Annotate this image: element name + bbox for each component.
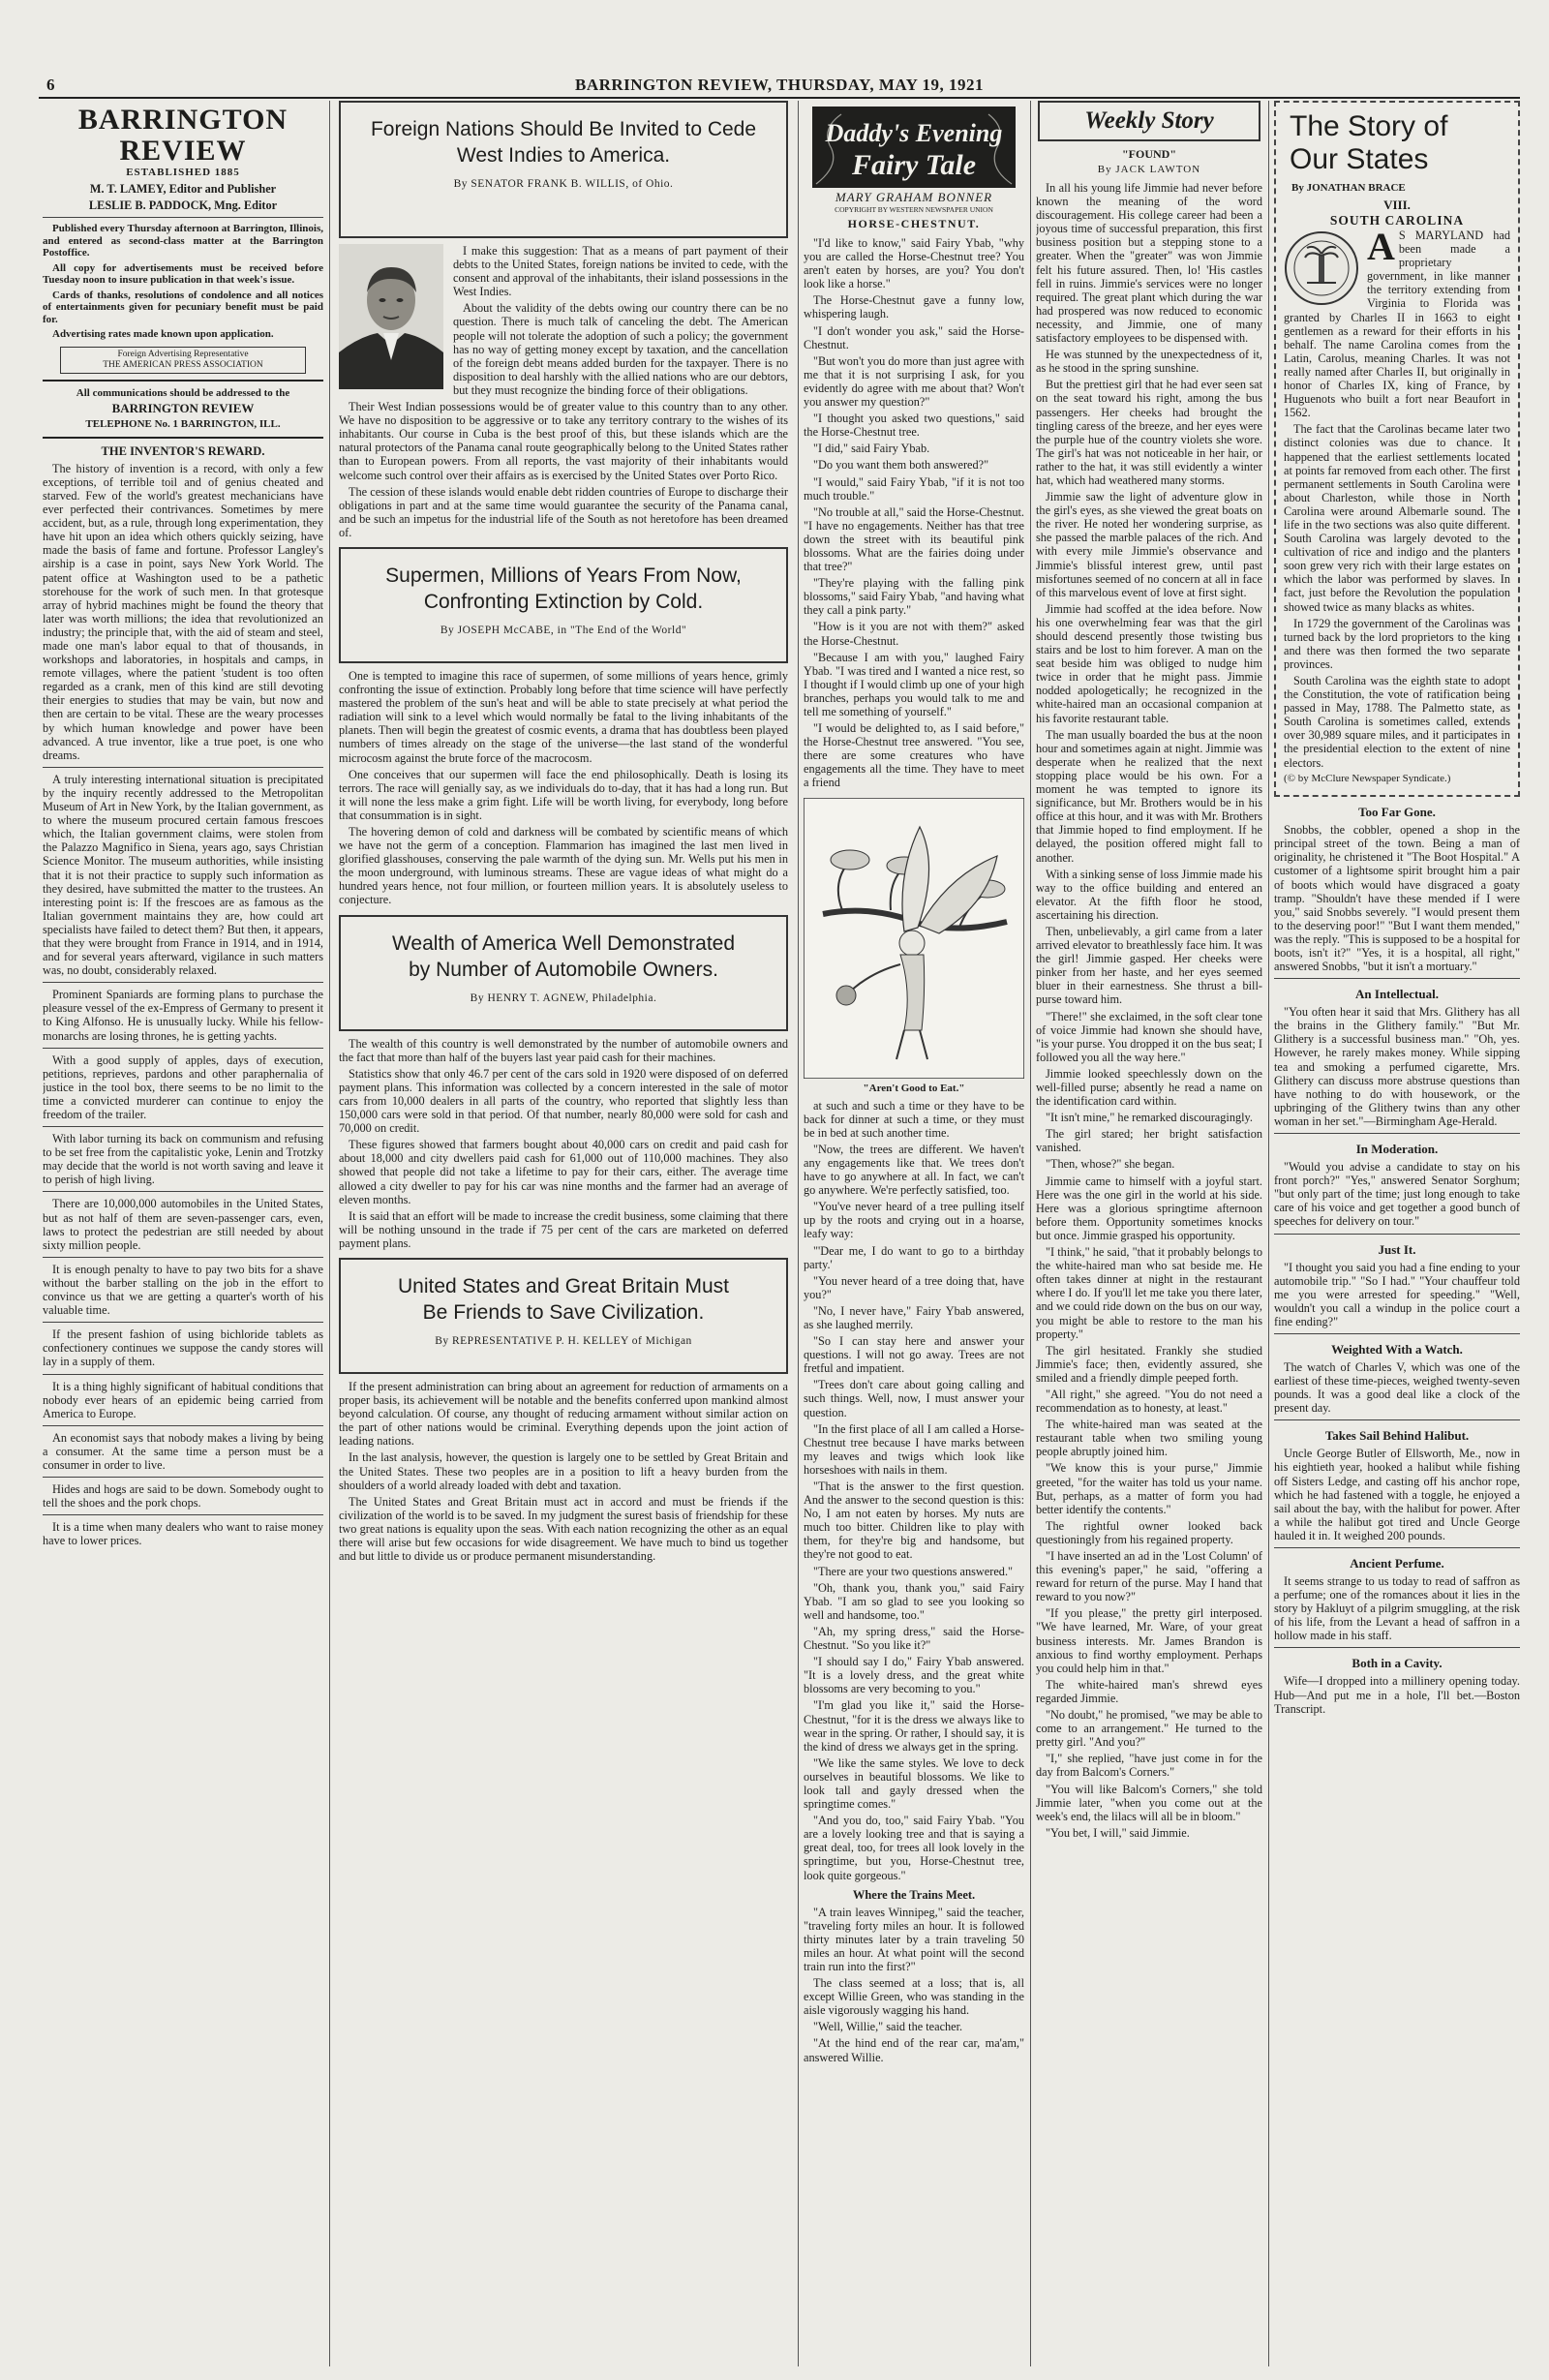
paragraph: "There are your two questions answered." xyxy=(813,1564,1014,1578)
page-header-title: BARRINGTON REVIEW, THURSDAY, MAY 19, 1921 xyxy=(575,76,984,94)
foreign-byline: By SENATOR FRANK B. WILLIS, of Ohio. xyxy=(453,178,674,190)
headline-line: Confronting Extinction by Cold. xyxy=(423,590,704,613)
paragraph: "Trees don't care about going calling and such things. Well, now, I must answer your question. xyxy=(804,1378,1024,1419)
paragraph: The United States and Great Britain must act in accord and must be friends if the civilization of the world is to be saved. In my judgment the surest basis of friendship for these two great nations is equality upon the seas. With each nation recognizing the other as an equal there will arise but few occasions for wide disagreement. We have much to bind us together and but little to divide us or produce permanent misunderstanding. xyxy=(339,1494,788,1564)
paragraph: "Then, whose?" she began. xyxy=(1046,1157,1175,1172)
paragraph: The wealth of this country is well demonstrated by the number of automobile owners and the fact that more than half of the buyers last year paid cash for their machines. xyxy=(339,1036,788,1064)
advertising-representative xyxy=(60,347,306,374)
divider xyxy=(43,1514,323,1515)
paragraph: If the present fashion of using bichloride tablets as confectionery continues we suppose the candy stores will lay in a supply of them. xyxy=(43,1327,323,1369)
editorial-column xyxy=(43,101,323,2366)
established-line: ESTABLISHED 1885 xyxy=(126,167,240,178)
fairy-illustration xyxy=(804,798,1024,1079)
paragraph: "There!" she exclaimed, in the soft clear tone of voice Jimmie had known she should have, "is your purse. You dropped it on the bus seat; I followed you all the way here." xyxy=(1036,1009,1262,1064)
state-seal xyxy=(1284,230,1359,306)
paragraph: "You will like Balcom's Corners," she told Jimmie later, "when you come out at the week's end, the lilacs will all be in bloom." xyxy=(1036,1782,1262,1823)
paragraph: With a good supply of apples, days of execution, petitions, reprieves, pardons and other paraphernalia of justice in the tool box, there seems to be no limit to the time a convicted murderer can continue to enjoy the freedom of the trailer. xyxy=(43,1053,323,1121)
states-title xyxy=(1290,110,1510,176)
divider xyxy=(1274,1547,1520,1548)
paragraph: "A train leaves Winnipeg," said the teacher, "traveling forty miles an hour. It is followed thirty minutes later by a train traveling 50 miles an hour. At what point will the second train run into the first?" xyxy=(804,1905,1024,1973)
paragraph: Then, unbelievably, a girl came from a later arrived elevator to breathlessly face him. It was the girl! Jimmie gasped. Her cheeks were pinker from her haste, and her eyes seemed bluer in their earnestness. She thrust a bill-purse toward him. xyxy=(1036,924,1262,1007)
paragraph: "No doubt," he promised, "we may be able to come to an arrangement." He turned to the pretty girl. "And you?" xyxy=(1036,1708,1262,1750)
paragraph: The white-haired man was seated at the restaurant table when two smiling young people abruptly joined him. xyxy=(1036,1418,1262,1459)
divider xyxy=(1274,1419,1520,1420)
paragraph: In all his young life Jimmie had never before known the meaning of the word discouragement. His college career had been a joyous time of successful preparation, this first business position but a stepping stone to a greater. When the "greater" was won Jimmie felt his future assured. Then, lo! 'His castles fell in ruins. Jimmie's services were no longer required. The great plant which during the war had prospered was now reduced to economic necessity, and Jimmie, one of many satisfactory employees to be dispensed with. xyxy=(1036,181,1262,346)
paragraph: "Oh, thank you, thank you," said Fairy Ybab. "I am so glad to see you looking so well and handsome, too." xyxy=(804,1580,1024,1622)
fairy-copyright: COPYRIGHT BY WESTERN NEWSPAPER UNION xyxy=(835,205,993,214)
paragraph: "We like the same styles. We love to deck ourselves in beautiful blossoms. We like to look tall and gayly dressed when the springtime comes." xyxy=(804,1755,1024,1812)
banner-line-1: Daddy's Evening xyxy=(825,119,1003,147)
paragraph: "Well, Willie," said the teacher. xyxy=(813,2020,963,2034)
paragraph: It is a thing highly significant of habitual conditions that nobody ever hears of an epidemic being carried from America to Europe. xyxy=(43,1379,323,1420)
britain-byline: By REPRESENTATIVE P. H. KELLEY of Michigan xyxy=(435,1334,692,1347)
rep-line: THE AMERICAN PRESS ASSOCIATION xyxy=(103,359,263,370)
states-number: VIII. xyxy=(1383,198,1411,212)
column-rule xyxy=(798,101,799,2366)
paragraph: These figures showed that farmers bought about 40,000 cars on credit and paid cash for about 18,000 and city dwellers paid cash for 61,000 out of 110,000 machines. They also showed that people did not take a lifetime to pay for their cars, either. The average time allowed a city dweller to pay for his car was nine months and the farmer had an average of eleven months. xyxy=(339,1138,788,1206)
paragraph: "Because I am with you," laughed Fairy Ybab. "I was tired and I wanted a nice rest, so I thought if I would climb up one of your high branches, perhaps you would talk to me and tell me something of yourself." xyxy=(804,650,1024,718)
paragraph: Jimmie saw the light of adventure glow in the girl's eyes, as she viewed the great boats on the river. He noted her wondering surprise, as she passed the marble palaces of the rich. And with every mile Jimmie's observance and Jimmie's blissful interest grew, until past misfortunes seemed of no concern at all in face of this marvelous event of love at first sight. xyxy=(1036,490,1262,599)
paragraph: "But won't you do more than just agree with me that it is not surprising I ask, for you evidently do agree with me about that? Won't you answer my question?" xyxy=(804,353,1024,410)
paragraph: "All right," she agreed. "You do not need a recommendation as to honesty, at least." xyxy=(1036,1387,1262,1416)
paragraph: Jimmie came to himself with a joyful start. Here was the one girl in the world at his side. Here was a glorious springtime afternoon before them. Opportunity sometimes knocks but once. Jimmie grasped his opportunity. xyxy=(1036,1174,1262,1242)
weekly-story-banner: Weekly Story xyxy=(1038,101,1260,141)
divider xyxy=(43,1477,323,1478)
paragraph: "I don't wonder you ask," said the Horse-Chestnut. xyxy=(804,323,1024,351)
rep-line: Foreign Advertising Representative xyxy=(117,349,249,359)
divider xyxy=(43,1374,323,1375)
paragraph: "It isn't mine," he remarked discouragingly. xyxy=(1046,1111,1253,1125)
paragraph: "You never heard of a tree doing that, have you?" xyxy=(804,1273,1024,1301)
paragraph: "I would," said Fairy Ybab, "if it is not too much trouble." xyxy=(804,474,1024,503)
filler-text: "I thought you said you had a fine ending to your automobile trip." "So I had." "Your chauffeur told me you were arrested for speeding." "Well, wouldn't you call a windup in the police court a fine ending?" xyxy=(1274,1260,1520,1328)
paragraph: "You bet, I will," said Jimmie. xyxy=(1046,1825,1190,1840)
paragraph: "I should say I do," Fairy Ybab answered. "It is a lovely dress, and the great white blossoms are very becoming to you." xyxy=(804,1655,1024,1696)
headline-line: by Number of Automobile Owners. xyxy=(409,958,718,981)
fairy-story-title: HORSE-CHESTNUT. xyxy=(847,217,981,230)
fairy-tale-banner xyxy=(812,107,1016,188)
paragraph: "I'm glad you like it," said the Horse-Chestnut, "for it is the dress we always like to wear in the spring. Or rather, I should say, it is the kind of dress we always get in the spring. xyxy=(804,1698,1024,1754)
supermen-article xyxy=(335,663,792,907)
paragraph: "I have inserted an ad in the 'Lost Column' of this evening's paper," he said, "offering a reward for return of the purse. May I hand that reward to you now?" xyxy=(1036,1549,1262,1604)
paragraph: Statistics show that only 46.7 per cent of the cars sold in 1920 were disposed of on deferred payment plans. This information was collected by a concern interested in the sale of motor cars from 10,000 dealers in all parts of the country, who reported that slightly less than 150,000 cars were sold in that period. Of that number, nearly 80,000 were sold for cash and 70,000 on credit. xyxy=(339,1066,788,1136)
paragraph: "Now, the trees are different. We haven't any engagements like that. We trees don't have to go anywhere at all. In fact, we can't go anywhere. We're perfectly satisfied, too. xyxy=(804,1142,1024,1198)
paragraph: "We know this is your purse," Jimmie greeted, "for the waiter has told us your name. But, perhaps, as a matter of form you had better identify the contents." xyxy=(1036,1461,1262,1516)
paragraph: The Horse-Chestnut gave a funny low, whispering laugh. xyxy=(804,293,1024,321)
paragraph: at such and such a time or they have to be back for dinner at such a time, or they must be in bed at such another time. xyxy=(804,1098,1024,1140)
paragraph: Their West Indian possessions would be of greater value to this country than to any other. We have no disposition to be aggressive or to take any territory contrary to the wishes of its inhabitants. Our course in Cuba is the best proof of this, but these islands which are the natural protectors of the Panama canal route geographically belong to the United States rather than to European powers. From all reports, the vast majority of their inhabitants would welcome such control over their affairs as is exercised by the United States over Porto Rico. xyxy=(339,400,788,482)
paragraph: I make this suggestion: That as a means of part payment of their debts to the United States, foreign nations be invited to cede, with the consent and approval of the inhabitants, their island possessions in the West Indies. xyxy=(453,244,788,299)
paragraph: "At the hind end of the rear car, ma'am," answered Willie. xyxy=(804,2036,1024,2064)
paragraph: The hovering demon of cold and darkness will be combated by scientific means of which we have not the germ of a conception. Flammarion has imagined the last men lived in glorified glasshouses, conserving the pale warmth of the dying sun. Mr. Wells put his men in the moon underground, with luminous streams. These are vague ideas of what might do a hundred years hence, not four million, or fourteen million years. It is absolutely useless to conjecture. xyxy=(339,825,788,907)
divider xyxy=(43,982,323,983)
paragraph: "I think," he said, "that it probably belongs to the white-haired man who sat beside me. He often takes dinner at night in the restaurant where I do. If you'll let me take you there later, and we could ride down on the bus on our way, you might be able to restore to the man his property." xyxy=(1036,1245,1262,1341)
wealth-headline xyxy=(350,931,776,983)
states-column xyxy=(1274,101,1520,2366)
page-header xyxy=(39,76,1520,99)
paragraph: If the present administration can bring about an agreement for reduction of armaments on a proper basis, its achievement will be notable and the benefits conferred upon mankind almost beyond calculation. Of course, any thought of reducing armament without similar action on the part of other nations would be criminal. Everything depends upon the joint action of leading nations. xyxy=(339,1379,788,1449)
divider xyxy=(43,217,323,218)
divider xyxy=(43,1048,323,1049)
weekly-story-title: "FOUND" xyxy=(1122,147,1176,161)
cards-notice: Cards of thanks, resolutions of condolence and all notices of entertainments given for pecuniary benefit must be paid for. xyxy=(43,289,323,325)
paragraph: "Ah, my spring dress," said the Horse-Chestnut. "So you like it?" xyxy=(804,1624,1024,1653)
filler-text: "Would you advise a candidate to stay on his front porch?" "Yes," answered Senator Sorghum; "but only part of the time; just long enough to take care of his voice and get together a good bunch of speeches for delivery on tour." xyxy=(1274,1160,1520,1229)
divider xyxy=(1274,1647,1520,1648)
headline-line: West Indies to America. xyxy=(456,144,671,167)
paragraph: The man usually boarded the bus at the noon hour and sometimes again at night. Jimmie was desperate when he realized that the next stopping place would be his own. For a moment he was tempted to ignore its significance, but Mr. Brothers would be in his office at this hour, and it was with Mr. Brothers that Jimmie hoped to find employment. If he delayed, the position offered might fall to another. xyxy=(1036,727,1262,865)
divider xyxy=(1274,978,1520,979)
wealth-box xyxy=(339,915,788,1031)
paragraph: A truly interesting international situation is precipitated by the inquiry recently addressed to the Metropolitan Museum of Art in New York, by the Italian government, as to where the museum procured certain famous frescoes which, the Italian government claims, were stolen from the Palazzo Magnifico in Siena, years ago, says Christian Science Monitor. The museum authorities, while insisting that it is not their practice to supply such information as they desired, have submitted the matter to the trustees. An interesting point is: If the frescoes are as famous as the Italian government maintains they are, how could art specialists have failed to detect them? But then, it appears, that they were brought from France in 1914, and in 1914, and for several years afterward, vigilance in such matters was, no doubt, considerably relaxed. xyxy=(43,772,323,978)
paragraph: But the prettiest girl that he had ever seen sat on the seat toward his right, among the bus passengers. Her cheeks had brought the tingling caress of the breeze, and her eyes were the purple hue of the country violets she wore. The girl's hat was not noticeable in her hair, or rather to the hat, it was still evidently a winter hat, which had weathered many storms. xyxy=(1036,378,1262,487)
address-line: TELEPHONE No. 1 BARRINGTON, ILL. xyxy=(85,418,281,431)
address-line: BARRINGTON REVIEW xyxy=(111,401,255,416)
foreign-headline xyxy=(350,116,776,168)
paragraph: Jimmie looked speechlessly down on the well-filled purse; absently he read a name on the identification card within. xyxy=(1036,1066,1262,1109)
paragraph: "I did," said Fairy Ybab. xyxy=(813,442,930,456)
paragraph: It is enough penalty to have to pay two bits for a shave without the barber stalling on the job in the effort to convince us that we are getting a quarter's worth of his valuable time. xyxy=(43,1262,323,1318)
paragraph: It is a time when many dealers who want to raise money have to lower prices. xyxy=(43,1520,323,1548)
trains-heading: Where the Trains Meet. xyxy=(852,1887,976,1902)
paragraph: In 1729 the government of the Carolinas was turned back by the lord proprietors to the king and there was then formed the two separate provinces. xyxy=(1284,616,1510,671)
paragraph: "Do you want them both answered?" xyxy=(813,458,989,473)
filler-text: The watch of Charles V, which was one of the earliest of these time-pieces, weighed twenty-seven pounds. It was a good deal like a clock of the present day. xyxy=(1274,1359,1520,1416)
filler-heading: Both in a Cavity. xyxy=(1352,1656,1443,1671)
paragraph: The class seemed at a loss; that is, all except Willie Green, who was standing in the aisle vigorously wagging his hand. xyxy=(804,1976,1024,2018)
paragraph: S MARYLAND had been made a proprietary government, in like manner the territory extending from Virginia to Florida was granted by Charles II in 1663 to eight gentlemen as a reward for their efforts in his behalf. The name Carolina comes from the Latin, Carolus, meaning Charles. It was not really named after Charles II, but originally in honor of Charles IX, king of France, by Huguenots who built a fort near Beaufort in 1562. xyxy=(1284,229,1510,420)
paragraph: One conceives that our supermen will face the end philosophically. Death is losing its terrors. The race will genially say, as we individuals do to-day, that it has had a long run. But it will none the less make a grim fight. Life will be worth living, for everybody, long before that consummation is in sight. xyxy=(339,767,788,822)
divider xyxy=(43,1322,323,1323)
paragraph: "I would be delighted to, as I said before," the Horse-Chestnut tree answered. "You see, there are some creatures who have engagements all the time. They have to meet a friend xyxy=(804,721,1024,790)
headline-line: United States and Great Britain Must xyxy=(398,1274,729,1297)
paragraph: In the last analysis, however, the question is largely one to be settled by Great Britain and the United States. These two peoples are in a position to lift a heavy burden from the shoulders of a world already loaded with debt and taxation. xyxy=(339,1450,788,1492)
paragraph: The history of invention is a record, with only a few exceptions, of terrible toil and of genius cheated and starved. Few of the world's greatest mechanicians have ever perfected their contrivances. Sometimes by mere accident, but, as a rule, through long experimentation, they have hit upon an idea which others quickly seizing, have made the basis of fame and fortune. Professor Langley's airship is a case in point, says New York World. The patent office at Washington used to be a pathetic storehouse for the work of such men. In that grotesque array of hybrid machines might be found the theory that later was worth millions; the idea that revolutionized an industry; the principle that, with the aid of steam and steel, made one man's labor equal to that of thousands, in workshops and laboratories, in hospitals and camps, in remote villages, where the patient 'student is too often regarded as a crank, men of this kind are still devoting their energies to studies that may be vain, but now and then are certain to be vital. These are the weary processes by which human knowledge and power have been advanced. A true inventor, like a true poet, is one who dreams. xyxy=(43,461,323,762)
column-rule xyxy=(329,101,330,2366)
filler-heading: Takes Sail Behind Halibut. xyxy=(1324,1428,1470,1444)
wealth-article xyxy=(335,1031,792,1250)
weekly-story-byline: By JACK LAWTON xyxy=(1097,164,1201,175)
paragraph: "That is the answer to the first question. And the answer to the second question is this: No, I am not eaten by horses. My nuts are much too bitter. Children like to play with them, for they're big and handsome, but they're not good to eat. xyxy=(804,1480,1024,1562)
paragraph: "In the first place of all I am called a Horse-Chestnut tree because I have marks between my leaves and twigs which look like horseshoes with nails in them. xyxy=(804,1421,1024,1477)
paragraph: "You've never heard of a tree pulling itself up by the roots and crying out in a hoarse, leafy way: xyxy=(804,1200,1024,1241)
paragraph: "No, I never have," Fairy Ybab answered, as she laughed merrily. xyxy=(804,1303,1024,1331)
headline-line: Be Friends to Save Civilization. xyxy=(422,1300,705,1324)
paragraph: About the validity of the debts owing our country there can be no question. There is much talk of canceling the debt. The American people will not tolerate the adoption of such a policy; the government has no way of getting money except by taxation, and the cancellation of the foreign debt means added burden for the taxpayer. There is no disposition to deal harshly with the allied nations who are our debtors, but they must recognize the binding force of their obligations. xyxy=(453,301,788,397)
paragraph: With labor turning its back on communism and refusing to be set free from the capitalistic yoke, Lenin and Trotzky may decide that the world is not worth saving and leave it to perish of high living. xyxy=(43,1132,323,1187)
paragraph: "'Dear me, I do want to go to a birthday party.' xyxy=(804,1243,1024,1271)
paragraph: "They're playing with the falling pink blossoms," said Fairy Ybab, "and having what they call a pink party." xyxy=(804,576,1024,618)
staff-managing-editor: LESLIE B. PADDOCK, Mng. Editor xyxy=(88,198,278,213)
headline-line: Wealth of America Well Demonstrated xyxy=(391,931,736,955)
divider xyxy=(43,380,323,381)
filler-text: Wife—I dropped into a millinery opening today. Hub—And put me in a hole, I'll bet.—Boston Transcript. xyxy=(1274,1674,1520,1716)
paragraph: It is said that an effort will be made to increase the credit business, some claiming that there will be nothing unsound in the trade if 75 per cent of the cars are marketed on deferred payment plans. xyxy=(339,1208,788,1250)
filler-heading: Just It. xyxy=(1378,1241,1416,1257)
ads-notice: All copy for advertisements must be received before Tuesday noon to insure publication in that week's issue. xyxy=(43,261,323,287)
drop-cap: A xyxy=(1367,225,1395,268)
filler-heading: Too Far Gone. xyxy=(1358,805,1436,820)
paragraph: "If you please," the pretty girl interposed. "We have learned, Mr. Ware, of your great business interests. Mr. James Brandon is anxious to find worthy employment. Perhaps you could help him in that." xyxy=(1036,1606,1262,1675)
britain-box xyxy=(339,1258,788,1374)
filler-text: "You often hear it said that Mrs. Glithery has all the brains in the Glithery family." "But Mr. Glithery is a successful business man." "Oh, yes. However, he rarely makes money. While sipping tea and smoking a perfumed cigarette, Mrs. Glithery can discuss more abstruse questions than have nothing to do with housework, or the upbringing of the Glithery twins than any other woman in her set."—Birmingham Age-Herald. xyxy=(1274,1005,1520,1128)
divider xyxy=(1274,1133,1520,1134)
paragraph: Jimmie had scoffed at the idea before. Now his one overwhelming fear was that the girl should descend presently those twisting bus stairs and be lost to him forever. A man on the seat beside him was obliged to nudge him twice in order that he might pass. Jimmie nodded apologetically; he recognized in the white-haired man an occasional companion at his favorite restaurant table. xyxy=(1036,601,1262,725)
editorial-title: BARRINGTON REVIEW xyxy=(77,104,289,167)
publication-notice: Published every Thursday afternoon at Barrington, Illinois, and entered as second-class matter at the Barrington Postoffice. xyxy=(43,223,323,259)
story-of-states-box xyxy=(1274,101,1520,797)
states-byline: By JONATHAN BRACE xyxy=(1291,182,1406,194)
column-rule xyxy=(1030,101,1031,2366)
paragraph: "How is it you are not with them?" asked the Horse-Chestnut. xyxy=(804,620,1024,648)
paragraph: "No trouble at all," said the Horse-Chestnut. "I have no engagements. Neither has that tree down the street with its beautiful pink blossoms. What are the fairies doing under that tree?" xyxy=(804,504,1024,574)
filler-heading: An Intellectual. xyxy=(1355,987,1439,1002)
paragraph: "I thought you asked two questions," said the Horse-Chestnut tree. xyxy=(804,412,1024,440)
address-line: All communications should be addressed to the xyxy=(76,386,290,399)
syndicate-credit: (© by McClure Newspaper Syndicate.) xyxy=(1284,772,1451,784)
column-rule xyxy=(1268,101,1269,2366)
headline-line: Supermen, Millions of Years From Now, xyxy=(385,564,742,587)
rates-notice: Advertising rates made known upon application. xyxy=(52,328,274,341)
filler-heading: In Moderation. xyxy=(1355,1142,1439,1157)
paragraph: He was stunned by the unexpectedness of it, as he stood in the spring sunshine. xyxy=(1036,348,1262,376)
divider xyxy=(43,1191,323,1192)
supermen-byline: By JOSEPH McCABE, in "The End of the World" xyxy=(440,624,687,636)
paragraph: The white-haired man's shrewd eyes regarded Jimmie. xyxy=(1036,1677,1262,1705)
paragraph: The fact that the Carolinas became later two distinct colonies was due to chance. It happened that the earliest settlements located at points far removed from each other. The first permanent settlements in South Carolina were about Charleston, while those in North Carolina were around Albemarle sound. The life in the two sections was also quite different. South Carolina was largely devoted to the cultivation of rice and indigo and the planters soon grew very rich with their large estates on which the labor was performed by slaves. In fact, just before the Revolution the population showed twice as many blacks as whites. xyxy=(1284,422,1510,614)
filler-text: Snobbs, the cobbler, opened a shop in the principal street of the town. Being a man of originality, he christened it "The Boot Hospital." A customer of a lightsome spirit brought him a pair of boots which would have disgraced a goaty tramp. "Shouldn't have these mended if I were you," said Snobbs severely. "I would present them to the deserving poor!" "But I want them mended," was the reply. "This is supposed to be a hospital for boots, isn't it?" "Yes, it is a hospital, all right," answered Snobbs, "but it isn't a mortuary." xyxy=(1274,823,1520,974)
paragraph: "I'd like to know," said Fairy Ybab, "why you are called the Horse-Chestnut tree? You aren't eaten by horses, are you? You don't look like a horse." xyxy=(804,236,1024,291)
headline-line: Foreign Nations Should Be Invited to Cede xyxy=(370,118,757,140)
divider xyxy=(43,1126,323,1127)
paragraph: Hides and hogs are said to be down. Somebody ought to tell the shoes and the pork chops. xyxy=(43,1482,323,1510)
britain-headline xyxy=(350,1273,776,1326)
paragraph: The girl hesitated. Frankly she studied Jimmie's face; then, evidently assured, she smiled and a friendly dimple peeped forth. xyxy=(1036,1343,1262,1385)
inventors-heading: THE INVENTOR'S REWARD. xyxy=(101,443,265,458)
title-line: The Story of xyxy=(1290,110,1448,142)
paragraph: With a sinking sense of loss Jimmie made his way to the office building and entered an elevator. At the fifth floor he stood, ascertaining his direction. xyxy=(1036,867,1262,922)
filler-text: It seems strange to us today to read of saffron as a perfume; one of the romances about it lies in the story by Hakluyt of a pilgrim smuggling, at the risk of his life, from the Levant a head of saffron in a hollow made in his staff. xyxy=(1274,1574,1520,1643)
fairy-author: MARY GRAHAM BONNER xyxy=(835,190,993,204)
paragraph: The cession of these islands would enable debt ridden countries of Europe to discharge their obligations in part and at the same time would guarantee the security of the Panama canal, and be such an impetus for the industrial life of the South as not heretofore has been dreamed of. xyxy=(339,484,788,539)
senator-portrait xyxy=(339,244,443,389)
paragraph: There are 10,000,000 automobiles in the United States, but as not half of them are seven-passenger cars, even, laws to protect the pedestrian are still needed by about sixty million people. xyxy=(43,1197,323,1252)
divider xyxy=(1274,1234,1520,1235)
paragraph: "And you do, too," said Fairy Ybab. "You are a lovely looking tree and that is saying a great deal, too, for trees all look lovely in the springtime, but you, Horse-Chestnut tree, look quite gorgeous." xyxy=(804,1814,1024,1882)
foreign-article xyxy=(335,238,792,539)
paragraph: An economist says that nobody makes a living by being a consumer. At the same time a person must be a consumer in order to live. xyxy=(43,1430,323,1472)
title-line: Our States xyxy=(1290,143,1429,175)
paragraph: South Carolina was the eighth state to adopt the Constitution, the vote of ratification being passed in May, 1788. The Palmetto state, as South Carolina is sometimes called, extends over 30,989 square miles, and it participates in the presidential election to the extent of nine electors. xyxy=(1284,674,1510,770)
paragraph: Prominent Spaniards are forming plans to purchase the pleasure vessel of the ex-Empress of Germany to present it to King Alfonso. He is unusually lucky. While his fellow-monarchs are losing thrones, he is getting yachts. xyxy=(43,988,323,1043)
weekly-story-column xyxy=(1036,101,1262,2366)
paragraph: The rightful owner looked back questioningly from his regained property. xyxy=(1036,1518,1262,1546)
divider xyxy=(43,767,323,768)
states-state-name: SOUTH CAROLINA xyxy=(1329,213,1465,228)
paragraph: "I," she replied, "have just come in for the day from Balcom's Corners." xyxy=(1036,1752,1262,1780)
illustration-caption: "Aren't Good to Eat." xyxy=(863,1082,965,1094)
filler-text: Uncle George Butler of Ellsworth, Me., now in his eightieth year, hooked a halibut while fishing off Sisters Ledge, and casting off his anchor rope, which he had fastened with a toggle, he enjoyed a sail about the bay, with the halibut for power. After a while the halibut got tired and Uncle George hauled it in. It weighed 200 pounds. xyxy=(1274,1447,1520,1542)
paragraph: The girl stared; her bright satisfaction vanished. xyxy=(1036,1127,1262,1155)
paragraph: "So I can stay here and answer your questions. I will not go away. Trees are not fretful and impatient. xyxy=(804,1334,1024,1376)
filler-heading: Weighted With a Watch. xyxy=(1331,1341,1463,1357)
divider xyxy=(43,437,323,439)
filler-heading: Ancient Perfume. xyxy=(1350,1556,1444,1571)
banner-line-2: Fairy Tale xyxy=(851,149,977,181)
supermen-headline xyxy=(350,563,776,615)
supermen-box xyxy=(339,547,788,663)
divider xyxy=(1274,1333,1520,1334)
divider xyxy=(43,1257,323,1258)
britain-article xyxy=(335,1374,792,1563)
foreign-nations-box xyxy=(339,101,788,238)
paragraph: One is tempted to imagine this race of supermen, of some millions of years hence, grimly confronting the issue of extinction. Probably long before that time science will have perfectly mastered the problem of the sun's heat and will be able to state precisely at what period the radiation will sink to a level which would normally be fatal to the living inhabitants of the planets. Then will begin the greatest of cosmic events, a drama that has doubtless been played numbers of times already on the stage of the universe—the last stand of the wonderful microcosm against the brute force of the macrocosm. xyxy=(339,668,788,765)
opinion-column xyxy=(335,101,792,2366)
wealth-byline: By HENRY T. AGNEW, Philadelphia. xyxy=(470,992,657,1004)
staff-editor: M. T. LAMEY, Editor and Publisher xyxy=(89,182,277,196)
page-number: 6 xyxy=(46,76,55,94)
divider xyxy=(43,1425,323,1426)
fairy-tale-column xyxy=(804,101,1024,2366)
